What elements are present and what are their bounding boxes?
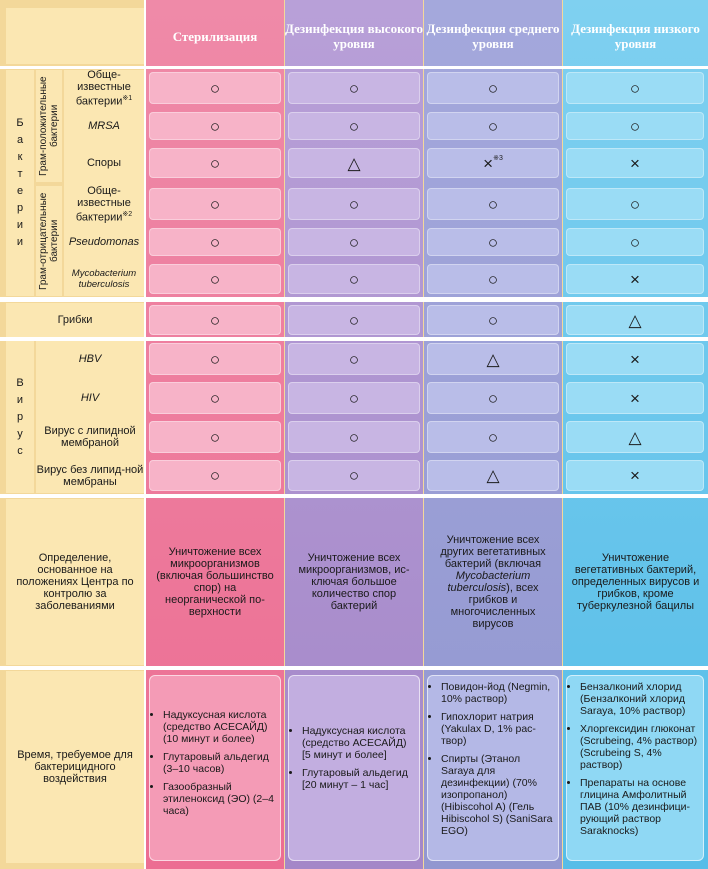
header-low-level: Дезинфекция низкого уровня — [571, 21, 700, 51]
time-item: • Гипохлорит натрия (Yakulax D, 1% рас-твор) — [441, 711, 555, 747]
result-symbol: ○ — [209, 388, 221, 408]
result-symbol: ○ — [348, 194, 360, 214]
definition-medium-level: Уничтожение всех других вегетативных бактерий (включая Mycobacterium tuberculosis), всех грибков и многочисленных вирусов — [440, 534, 546, 630]
symbol-cell-low — [566, 343, 704, 375]
symbol-cell-high — [288, 305, 420, 335]
symbol-cell-high — [288, 188, 420, 220]
symbol-cell-mid — [427, 382, 559, 414]
result-symbol: × — [630, 388, 640, 408]
separator — [0, 494, 708, 498]
symbol-cell-high — [288, 264, 420, 294]
separator — [0, 297, 708, 302]
symbol-cell-high — [288, 343, 420, 375]
result-symbol: ○ — [629, 232, 641, 252]
symbol-cell-low — [566, 112, 704, 140]
row-label-lipid-virus: Вирус с липидной мембраной — [44, 425, 136, 449]
result-symbol: ○ — [629, 78, 641, 98]
symbol-cell-mid — [427, 188, 559, 220]
result-symbol: ○ — [209, 269, 221, 289]
separator — [0, 666, 708, 670]
symbol-cell-high — [288, 228, 420, 256]
row-label-nonlipid-virus: Вирус без липид-ной мембраны — [36, 463, 144, 488]
result-symbol: ○ — [209, 153, 221, 173]
result-symbol: × — [630, 269, 640, 289]
time-sterilization-box — [149, 675, 281, 861]
symbol-cell-ster — [149, 264, 281, 294]
result-symbol: × — [630, 349, 640, 369]
result-symbol: ○ — [209, 310, 221, 330]
result-symbol: ○ — [209, 427, 221, 447]
header-medium-level: Дезинфекция среднего уровня — [426, 21, 560, 51]
result-symbol: △ — [486, 466, 500, 485]
row-label-spores: Споры — [86, 157, 122, 169]
result-symbol: × — [630, 153, 640, 173]
symbol-cell-mid — [427, 228, 559, 256]
symbol-cell-low — [566, 148, 704, 178]
symbol-cell-low — [566, 421, 704, 453]
header-corner — [6, 8, 144, 64]
symbol-cell-high — [288, 72, 420, 104]
row-label-hbv: HBV — [78, 353, 102, 365]
time-item: • Глутаровый альдегид (3–10 часов) — [163, 751, 277, 775]
symbol-cell-ster — [149, 382, 281, 414]
symbol-cell-mid — [427, 305, 559, 335]
result-symbol: ○ — [209, 349, 221, 369]
symbol-cell-high — [288, 421, 420, 453]
symbol-cell-low — [566, 460, 704, 491]
result-symbol: ○ — [487, 194, 499, 214]
definition-low-level: Уничтожение вегетативных бактерий, определенных вирусов и грибков, кроме туберкулезной бацилы — [571, 552, 700, 612]
header-high-level: Дезинфекция высокого уровня — [285, 21, 423, 51]
definition-high-level: Уничтожение всех микроорганизмов, ис-ключая большое количество спор бактерий — [298, 552, 410, 612]
result-symbol: ○ — [629, 116, 641, 136]
symbol-cell-high — [288, 148, 420, 178]
time-item: • Повидон-йод (Negmin, 10% раствор) — [441, 681, 555, 705]
result-symbol: △ — [628, 310, 642, 330]
row-label-fungi: Грибки — [57, 314, 93, 326]
result-symbol: △ — [628, 427, 642, 447]
time-item: • Газообразный этиленоксид (ЭО) (2–4 часа) — [163, 781, 277, 817]
time-item: • Бензалконий хлорид (Бензалконий хлорид Saraya, 10% раствор) — [580, 681, 700, 717]
footnote-mark: ※3 — [493, 155, 503, 162]
result-symbol: ○ — [487, 232, 499, 252]
symbol-cell-mid — [427, 460, 559, 491]
row-label-common-gram-negative: Обще-известные бактерии$^{※2}$ — [75, 184, 133, 224]
gram-positive-label: Грам-положительные бактерии — [38, 76, 60, 176]
symbol-cell-ster — [149, 148, 281, 178]
result-symbol: ○ — [348, 310, 360, 330]
row-label-common-gram-positive: Обще-известные бактерии$^{※1}$ — [75, 68, 133, 108]
symbol-cell-low — [566, 305, 704, 335]
result-symbol: ○ — [487, 388, 499, 408]
symbol-cell-ster — [149, 421, 281, 453]
virus-group-label: В и р у с — [16, 376, 24, 457]
symbol-cell-mid — [427, 112, 559, 140]
time-high-level-box — [288, 675, 420, 861]
result-symbol: △ — [347, 153, 361, 173]
time-item: • Хлоргексидин глюконат (Scrubeing, 4% раствор) (Scrubeing S, 4% раствор) — [580, 723, 700, 771]
symbol-cell-high — [288, 460, 420, 491]
result-symbol: ○ — [487, 427, 499, 447]
symbol-cell-high — [288, 112, 420, 140]
symbol-cell-low — [566, 382, 704, 414]
time-medium-level-box — [427, 675, 559, 861]
result-symbol: ○ — [209, 78, 221, 98]
result-symbol: △ — [486, 349, 500, 369]
result-symbol: ○ — [487, 310, 499, 330]
symbol-cell-ster — [149, 228, 281, 256]
result-symbol: × — [630, 466, 640, 485]
result-symbol: ○ — [348, 349, 360, 369]
row-label-hiv: HIV — [80, 392, 100, 404]
result-symbol: ○ — [487, 78, 499, 98]
symbol-cell-mid — [427, 148, 559, 178]
time-item: • Надуксусная кислота (средство АСЕСАЙД) (10 минут и более) — [163, 709, 277, 745]
symbol-cell-mid — [427, 343, 559, 375]
symbol-cell-mid — [427, 72, 559, 104]
time-item: • Надуксусная кислота (средство АСЕСАЙД) [5 минут и более] — [302, 725, 416, 761]
symbol-cell-low — [566, 188, 704, 220]
result-symbol: ○ — [348, 388, 360, 408]
result-symbol: ○ — [209, 232, 221, 252]
time-item: • Спирты (Этанол Saraya для дезинфекции) (70% изопропанол) (Hibiscohol A) (Гель Hibiscohol S) (SaniSara EGO) — [441, 753, 555, 837]
symbol-cell-ster — [149, 460, 281, 491]
definition-label: Определение, основанное на положениях Центра по контролю за заболеваниями — [16, 552, 134, 612]
symbol-cell-ster — [149, 305, 281, 335]
result-symbol: ○ — [487, 269, 499, 289]
symbol-cell-mid — [427, 421, 559, 453]
symbol-cell-ster — [149, 72, 281, 104]
symbol-cell-low — [566, 228, 704, 256]
gram-negative-label: Грам-отрицательные бактерии — [38, 192, 60, 290]
symbol-cell-ster — [149, 188, 281, 220]
symbol-cell-ster — [149, 112, 281, 140]
row-label-pseudomonas: Pseudomonas — [68, 236, 140, 248]
header-sterilization: Стерилизация — [172, 28, 258, 44]
row-label-mycobacterium: Mycobacterium tuberculosis — [71, 268, 137, 290]
symbol-cell-low — [566, 72, 704, 104]
symbol-cell-low — [566, 264, 704, 294]
result-symbol: ○ — [487, 116, 499, 136]
time-item: • Глутаровый альдегид [20 минут – 1 час] — [302, 767, 416, 791]
result-symbol: × — [483, 153, 494, 173]
time-item: • Препараты на основе глицина Амфолитный ПАВ (10% дезинфици-рующий раствор Saraknocks) — [580, 777, 700, 837]
definition-sterilization: Уничтожение всех микроорганизмов (включая большинство спор) на неорганической по-верхности — [156, 546, 274, 618]
result-symbol: ○ — [629, 194, 641, 214]
symbol-cell-high — [288, 382, 420, 414]
result-symbol: ○ — [348, 78, 360, 98]
result-symbol: ○ — [348, 232, 360, 252]
result-symbol: ○ — [348, 466, 360, 485]
time-low-level-box — [566, 675, 704, 861]
result-symbol: ○ — [209, 194, 221, 214]
time-label: Время, требуемое для бактерицидного воздействия — [17, 749, 133, 785]
result-symbol: ○ — [209, 466, 221, 485]
row-label-mrsa: MRSA — [88, 120, 120, 132]
separator — [144, 0, 146, 869]
symbol-cell-mid — [427, 264, 559, 294]
bacteria-group-label: Б а к т е р и и — [16, 117, 24, 248]
result-symbol: ○ — [348, 116, 360, 136]
result-symbol: ○ — [209, 116, 221, 136]
result-symbol: ○ — [348, 269, 360, 289]
symbol-cell-ster — [149, 343, 281, 375]
result-symbol: ○ — [348, 427, 360, 447]
